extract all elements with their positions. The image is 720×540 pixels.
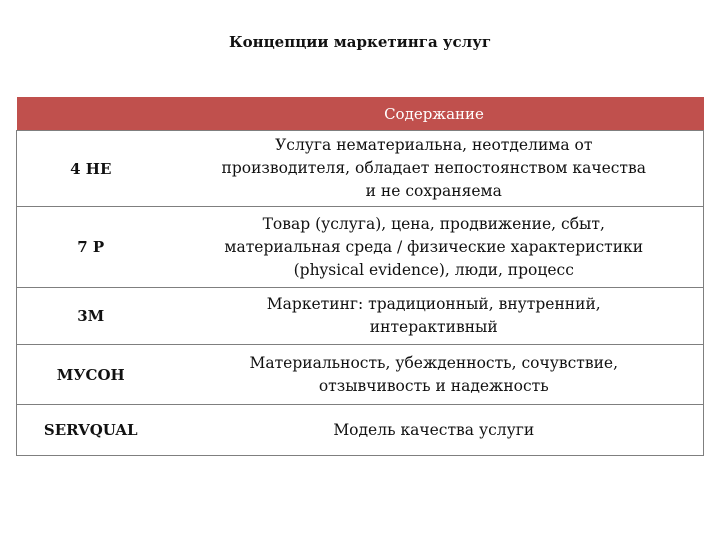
table-row: [17, 405, 704, 456]
table-row: [17, 131, 704, 207]
description-cell: [165, 405, 704, 456]
table-row: [17, 288, 704, 345]
description-line: Услуга нематериальна, неотделима от: [275, 136, 593, 154]
description-line: и не сохраняема: [365, 182, 502, 200]
concept-cell: МУСОН: [17, 345, 165, 405]
description-line: (physical evidence), люди, процесс: [293, 260, 574, 279]
table-row: [17, 345, 704, 405]
header-content: Содержание: [165, 97, 704, 131]
concept-cell: 7 Р: [17, 207, 165, 288]
description-line: интерактивный: [369, 318, 498, 336]
description-line: материальная среда / физические характеристики: [224, 237, 644, 256]
description-line: отзывчивость и надежность: [318, 376, 549, 395]
description-cell: [165, 345, 704, 405]
description-line: Модель качества услуги: [333, 420, 535, 439]
description-cell: [165, 207, 704, 288]
description-line: Маркетинг: традиционный, внутренний,: [266, 295, 601, 313]
concepts-table: [16, 97, 704, 456]
description-line: производителя, обладает непостоянством качества: [221, 159, 646, 177]
concept-cell: 4 НЕ: [17, 131, 165, 207]
page-title: Концепции маркетинга услуг: [228, 33, 492, 51]
concept-cell: SERVQUAL: [17, 405, 165, 456]
table-header-row: [17, 97, 704, 131]
concept-cell: 3М: [17, 288, 165, 345]
description-line: Товар (услуга), цена, продвижение, сбыт,: [262, 214, 605, 233]
description-line: Материальность, убежденность, сочувствие,: [249, 353, 618, 372]
table-row: [17, 207, 704, 288]
description-cell: [165, 131, 704, 207]
header-concept: [17, 97, 165, 131]
description-cell: [165, 288, 704, 345]
